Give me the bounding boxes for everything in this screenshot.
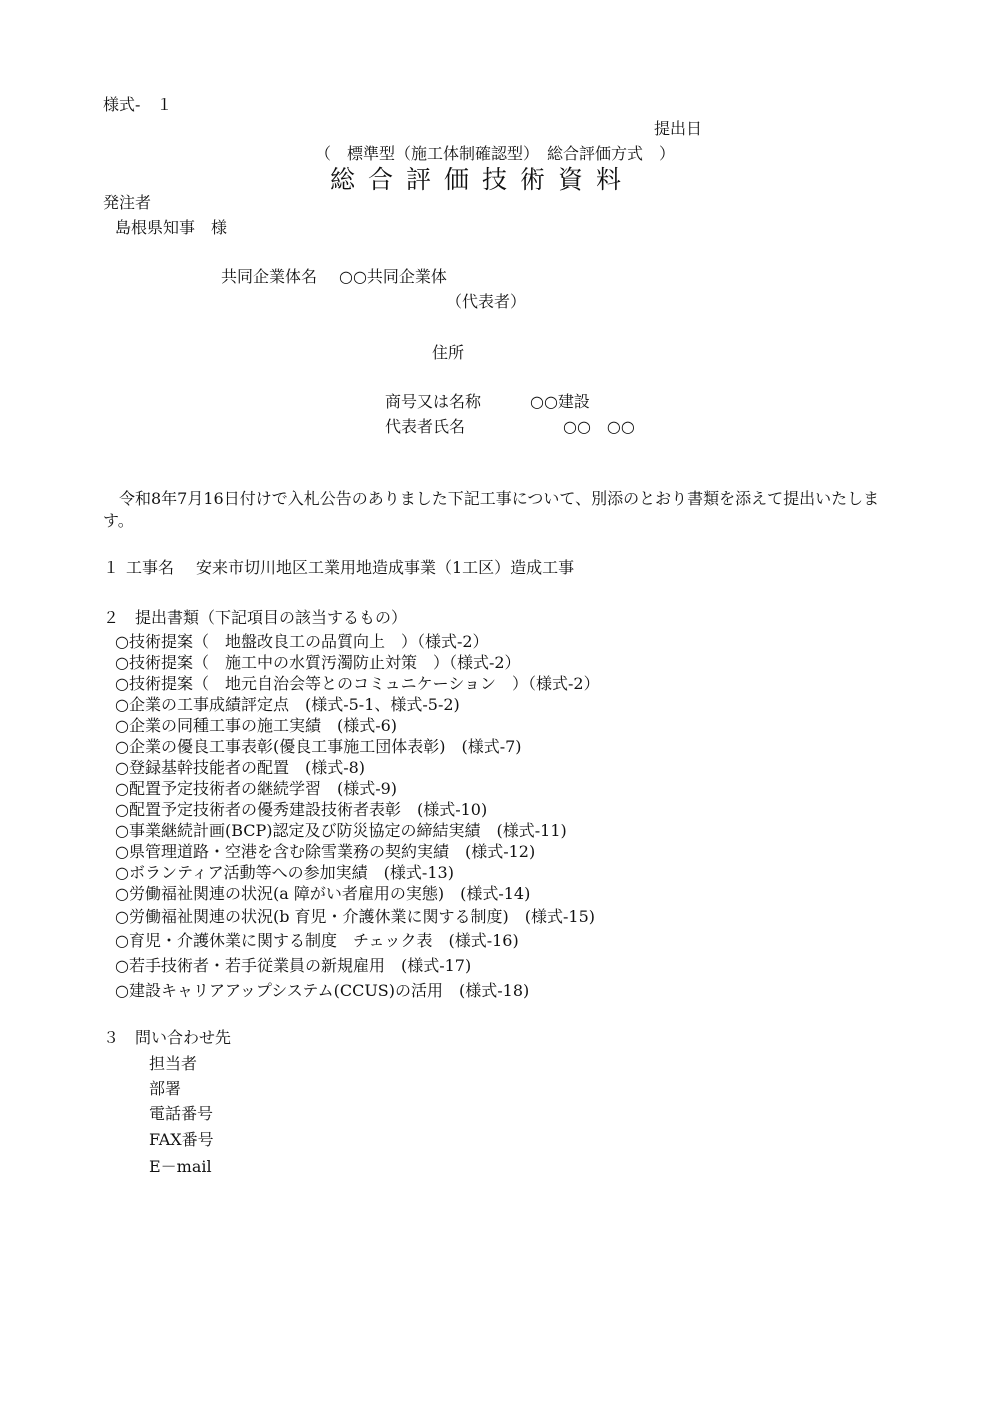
section1-value: 安来市切川地区工業用地造成事業（1工区）造成工事	[196, 558, 575, 577]
section1-label: 工事名	[126, 558, 175, 577]
department-label: 部署	[149, 1079, 182, 1098]
phone-label: 電話番号	[149, 1104, 214, 1123]
list-item: ○ボランティア活動等への参加実績 (様式-13)	[115, 863, 454, 882]
list-item: ○労働福祉関連の状況(a 障がい者雇用の実態) (様式-14)	[115, 884, 531, 903]
list-item: ○建設キャリアアップシステム(CCUS)の活用 (様式-18)	[115, 981, 530, 1000]
list-item: ○企業の工事成績評定点 (様式-5-1、様式-5-2)	[115, 695, 460, 714]
orderer-name: 島根県知事 様	[115, 218, 228, 237]
list-item: ○技術提案（ 地元自治会等とのコミュニケーション ）（様式-2）	[115, 674, 600, 693]
rep-name-label: 代表者氏名	[385, 417, 466, 436]
list-item: ○企業の優良工事表彰(優良工事施工団体表彰) (様式-7)	[115, 737, 522, 756]
company-value: ○○建設	[530, 392, 590, 411]
fax-label: FAX番号	[149, 1130, 214, 1149]
list-item: ○登録基幹技能者の配置 (様式-8)	[115, 758, 366, 777]
jv-label: 共同企業体名	[221, 267, 318, 286]
list-item: ○育児・介護休業に関する制度 チェック表 (様式-16)	[115, 931, 519, 950]
list-item: ○労働福祉関連の状況(b 育児・介護休業に関する制度) (様式-15)	[115, 907, 596, 926]
list-item: ○事業継続計画(BCP)認定及び防災協定の締結実績 (様式-11)	[115, 821, 567, 840]
jv-name: ○○共同企業体	[339, 267, 447, 286]
list-item: ○配置予定技術者の継続学習 (様式-9)	[115, 779, 398, 798]
list-item: ○若手技術者・若手従業員の新規雇用 (様式-17)	[115, 956, 472, 975]
list-item: ○配置予定技術者の優秀建設技術者表彰 (様式-10)	[115, 800, 488, 819]
list-item: ○企業の同種工事の施工実績 (様式-6)	[115, 716, 398, 735]
contact-person-label: 担当者	[149, 1054, 198, 1073]
document-title: 総合評価技術資料	[330, 165, 635, 194]
submit-date-label: 提出日	[654, 119, 703, 138]
company-label: 商号又は名称	[385, 392, 482, 411]
address-label: 住所	[432, 343, 465, 362]
section3-heading: ３ 問い合わせ先	[103, 1028, 232, 1047]
list-item: ○県管理道路・空港を含む除雪業務の契約実績 (様式-12)	[115, 842, 536, 861]
form-label: 様式‐ １	[103, 95, 173, 114]
rep-name-value: ○○ ○○	[563, 417, 635, 436]
list-item: ○技術提案（ 地盤改良工の品質向上 ）（様式-2）	[115, 632, 489, 651]
section2-heading: ２ 提出書類（下記項目の該当するもの）	[103, 608, 408, 627]
document-subtitle: （ 標準型（施工体制確認型） 総合評価方式 ）	[315, 144, 676, 163]
section1-number: １	[103, 558, 120, 577]
intro-paragraph: 令和8年7月16日付けで入札公告のありました下記工事について、別添のとおり書類を添えて提出いたします。	[103, 489, 880, 530]
representative-label: （代表者）	[446, 292, 527, 311]
orderer-label: 発注者	[103, 193, 152, 212]
email-label: E－mail	[149, 1157, 212, 1176]
list-item: ○技術提案（ 施工中の水質汚濁防止対策 ）（様式-2）	[115, 653, 521, 672]
